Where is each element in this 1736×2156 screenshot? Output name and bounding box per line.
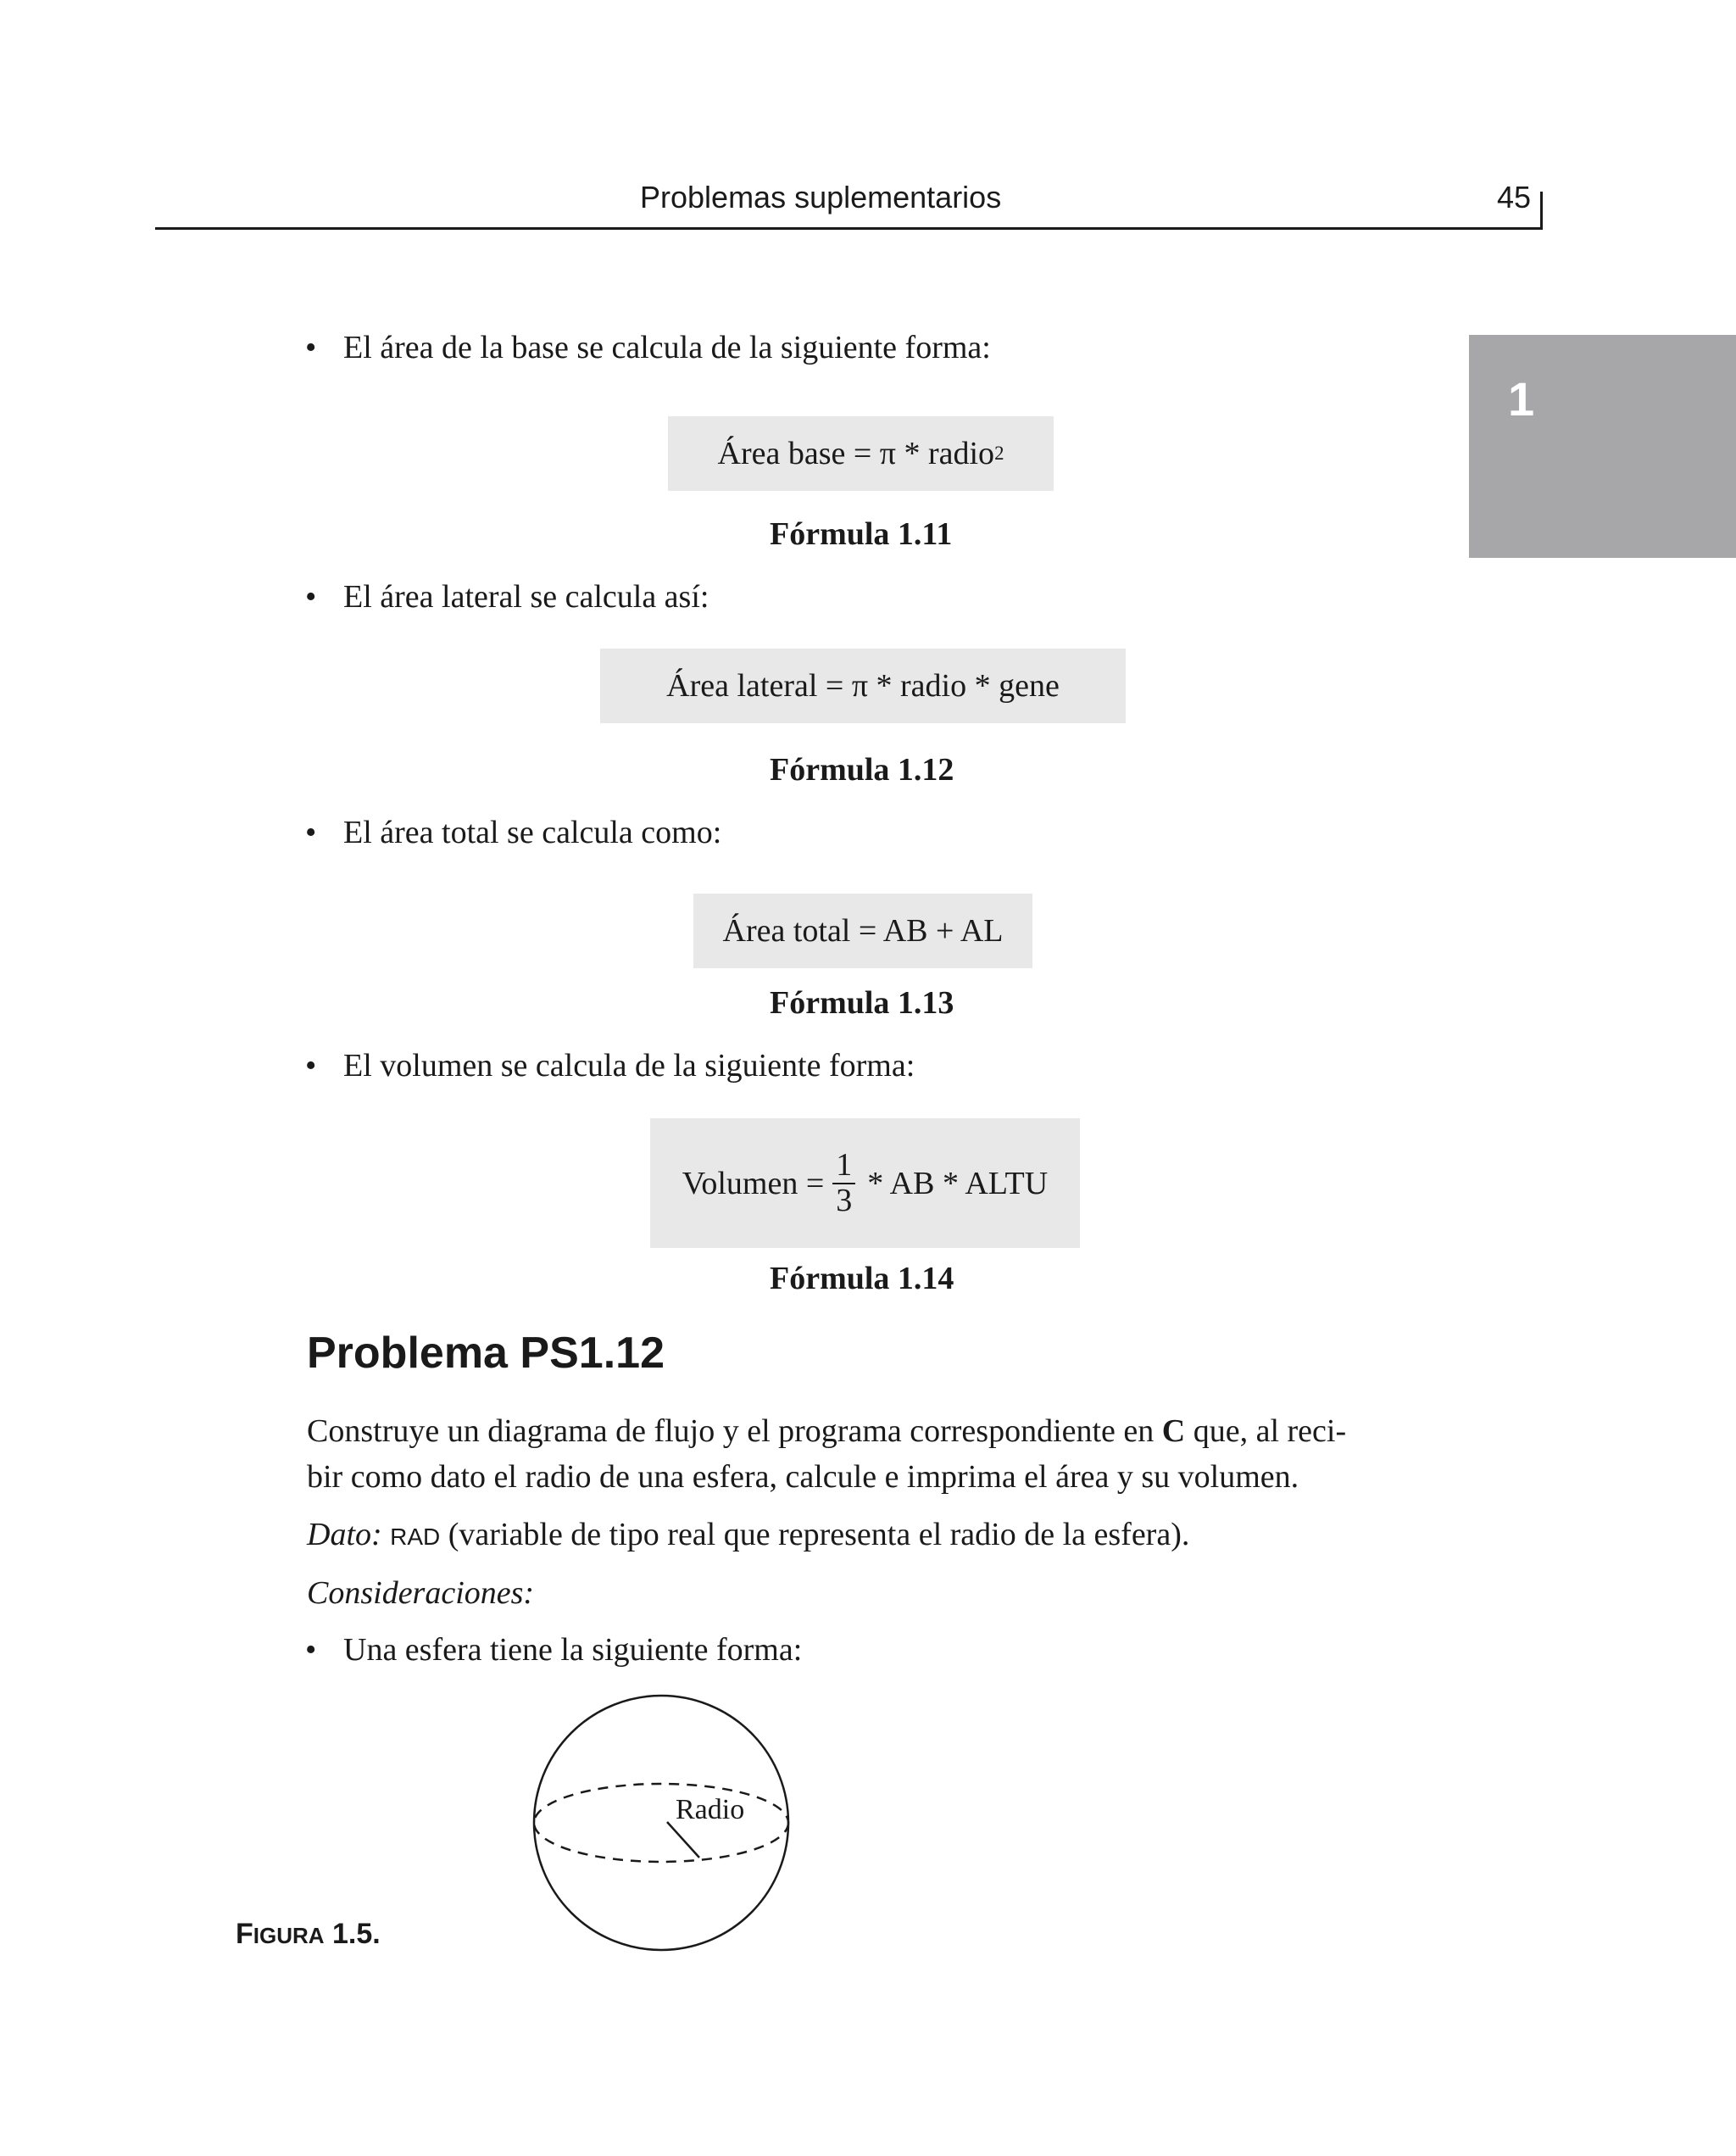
figure-caption-number: 1.5. [332, 1918, 381, 1950]
variable-name: RAD [390, 1524, 441, 1550]
bullet-text: El área lateral se calcula así: [343, 579, 709, 615]
language-name: C [1161, 1413, 1186, 1449]
formula-rhs: * AB * ALTU [867, 1165, 1049, 1201]
bullet-dot: • [305, 579, 317, 615]
bullet-dot: • [305, 1632, 317, 1668]
considerations-text: Consideraciones: [307, 1575, 535, 1611]
dato-line [307, 1516, 1189, 1553]
statement-text: Construye un diagrama de flujo y el programa correspondiente en [307, 1413, 1162, 1449]
chapter-number: 1 [1508, 372, 1535, 426]
bullet-text: El área de la base se calcula de la siguiente forma: [343, 330, 991, 365]
sphere-equator [534, 1784, 788, 1862]
formula-box [693, 894, 1032, 968]
formula-caption: Fórmula 1.12 [770, 752, 954, 788]
sphere-diagram [526, 1687, 797, 1958]
formula-caption: Fórmula 1.11 [770, 516, 953, 552]
formula-caption: Fórmula 1.14 [770, 1261, 954, 1296]
problem-statement-line-1 [307, 1412, 1346, 1450]
bullet-dot: • [305, 1048, 317, 1084]
bullet-text: Una esfera tiene la siguiente forma: [343, 1632, 803, 1668]
dato-label: Dato: [307, 1517, 382, 1552]
formula-caption: Fórmula 1.13 [770, 985, 954, 1021]
formula-box [600, 649, 1126, 723]
problem-heading: Problema PS1.12 [307, 1329, 665, 1378]
bullet-dot: • [305, 330, 317, 365]
figure-caption-smallcaps: IGURA [253, 1923, 325, 1948]
formula-text: Área total = AB + AL [722, 913, 1004, 949]
radius-pointer [667, 1822, 699, 1858]
running-title: Problemas suplementarios [640, 180, 1002, 214]
bullet-item [305, 1047, 915, 1084]
bullet-item [305, 814, 721, 851]
bullet-item [305, 578, 709, 616]
formula-text: Área base = π * radio [717, 436, 995, 471]
figure-caption [236, 1918, 381, 1951]
bullet-item [305, 1631, 802, 1669]
header-rule [155, 227, 1543, 230]
sphere-outline [534, 1696, 788, 1950]
page-number: 45 [1497, 180, 1532, 214]
header-tick [1540, 192, 1543, 230]
bullet-dot: • [305, 815, 317, 850]
figure-caption-initial: F [236, 1918, 253, 1950]
statement-text: que, al reci- [1185, 1413, 1347, 1449]
bullet-text: El área total se calcula como: [343, 815, 722, 850]
fraction-numerator: 1 [832, 1149, 855, 1184]
formula-box: Área base = π * radio 2 [668, 416, 1054, 491]
formula-lhs: Volumen = [682, 1165, 825, 1201]
bullet-text: El volumen se calcula de la siguiente forma: [343, 1048, 915, 1084]
considerations-label [307, 1574, 534, 1612]
formula-box [650, 1118, 1080, 1248]
fraction [832, 1146, 855, 1218]
chapter-tab [1469, 335, 1736, 558]
problem-statement-line-2: bir como dato el radio de una esfera, calcule e imprima el área y su volumen. [307, 1459, 1299, 1495]
bullet-item [305, 329, 991, 366]
radius-label: Radio [676, 1794, 745, 1825]
dato-description: (variable de tipo real que representa el radio de la esfera). [440, 1517, 1190, 1552]
formula-text: Área lateral = π * radio * gene [666, 668, 1060, 704]
fraction-denominator: 3 [836, 1182, 853, 1218]
